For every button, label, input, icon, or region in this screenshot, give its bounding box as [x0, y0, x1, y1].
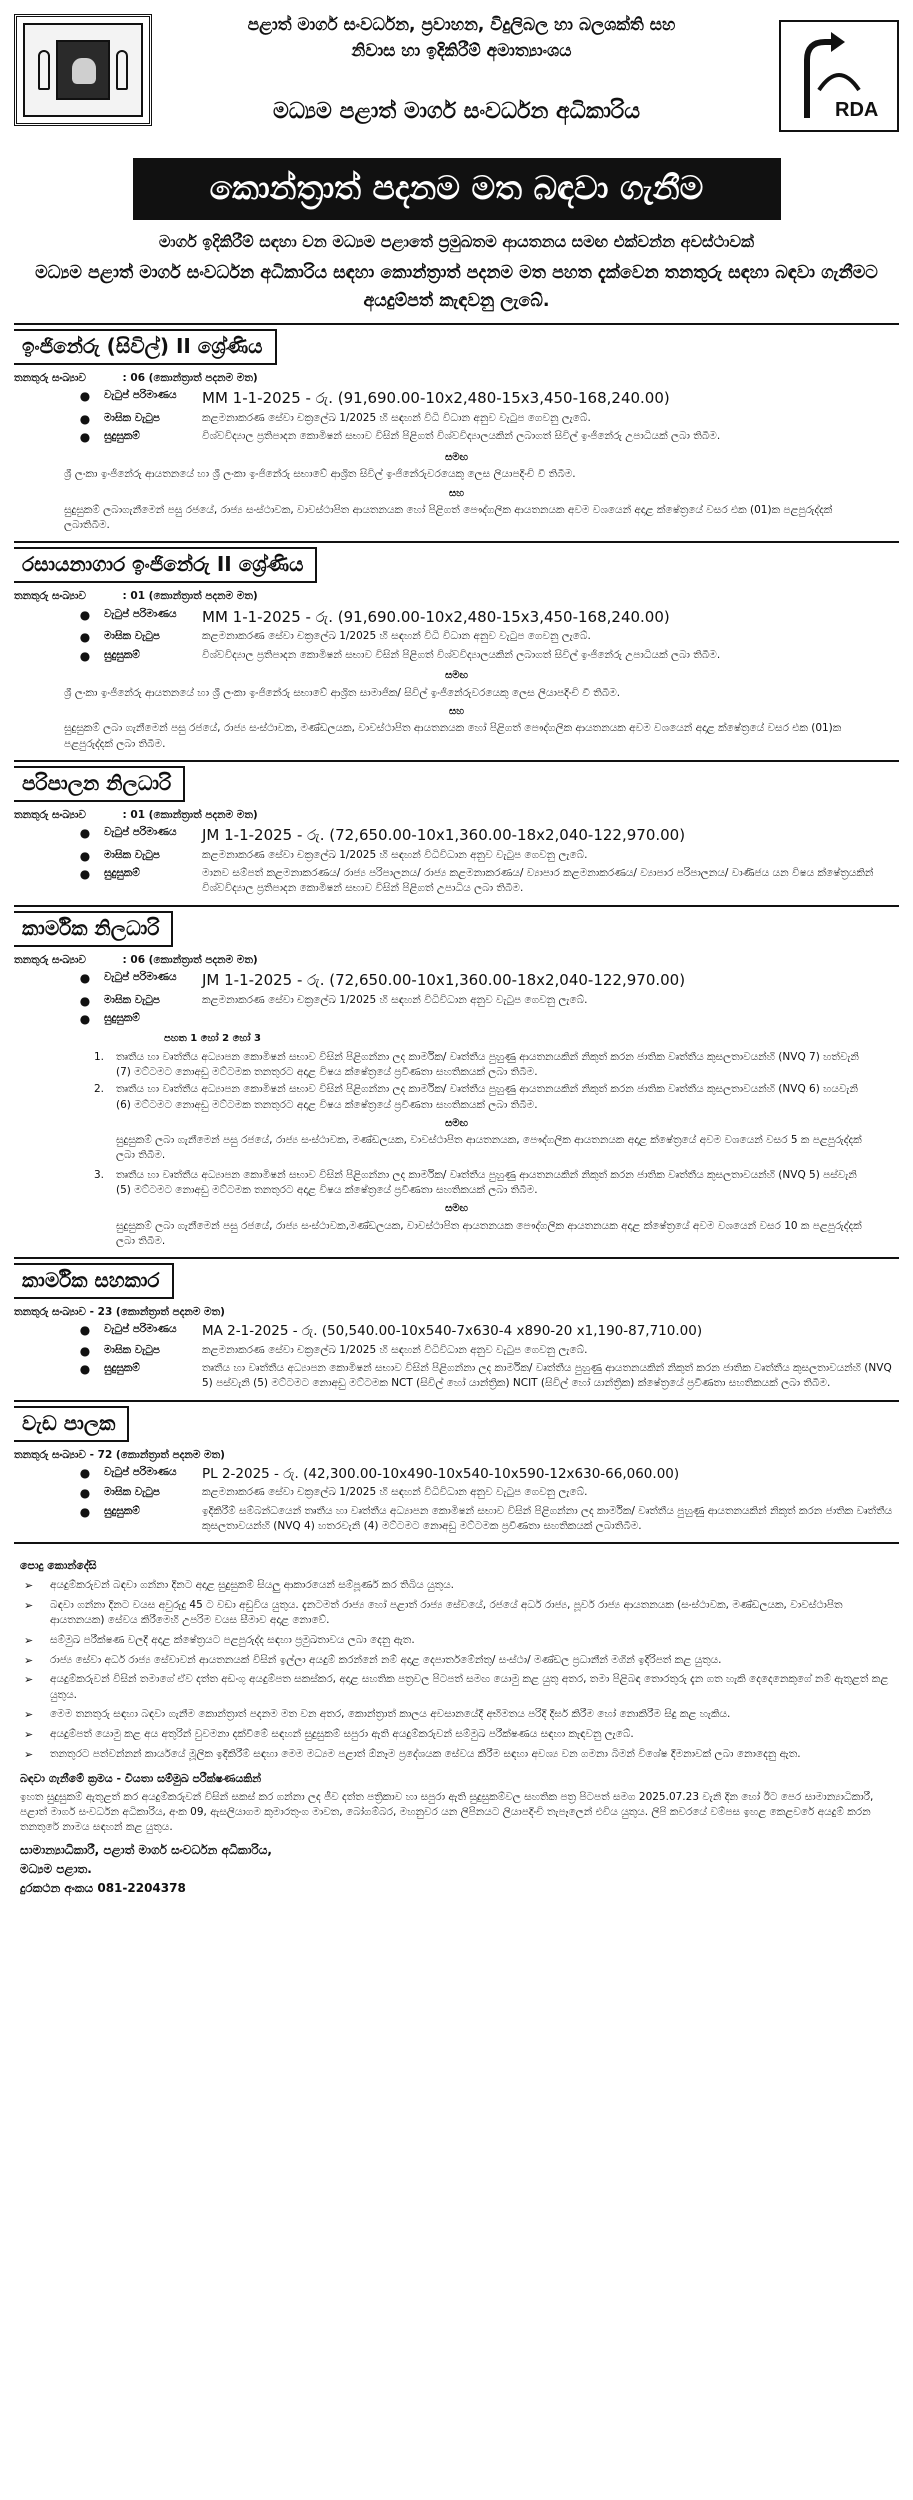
- authority-name: මධ්‍යම පළාත් මාර්ග සංවර්ධන අධිකාරිය: [272, 99, 641, 124]
- vacancies-line: තනතුරු සංඛ්‍යාව : 01 (කොන්ත්‍රාත් පදනම මත): [14, 590, 258, 603]
- section-laboratory-engineer: රසායනාගාර ඉංජිනේරු II ශ්‍රේණිය තනතුරු සංඛ්‍යාව : 01 (කොන්ත්‍රාත් පදනම මත) ● වැටුප් පරිමාණය MM 1-1-2025 - රු. (91,690.00-10x2,480-15x3,450-168,240.00) ● මාසික වැටුප කළමනාකරණ සේවා චක්‍රලේඛ 1/2025 හි සඳහන් විධි විධාන අනුව වැටුප ගෙවනු ලැබේ. ● සුදුසුකම් විශ්වවිද්‍යාල ප්‍රතිපාදන කොමිෂන් සභාව විසින් පිළිගත් විශ්වවිද්‍යාලයකින් ලබාගත් සිවිල් ඉංජිනේරු උපාධියක් ලබා තිබීම. සමඟ ශ්‍රී ලංකා ඉංජිනේරු ආයතනයේ හා ශ්‍රී ලංකා ඉංජිනේරු සභාවේ ආශ්‍රිත සාමාජික/ සිවිල් ඉංජිනේරුවරයෙකු ලෙස ලියාපදිංචි වී තිබීම. සහ සුදුසුකම් ලබා ගැනීමෙන් පසු රජයේ, රාජ්‍ය සංස්ථාවක, මණ්ඩලයක, වාවස්ථාපිත ආයතනයක හෝ පිළිගත් පෞද්ගලික ආයතනයක අවම වශයෙන් අදාළ ක්ෂේත්‍රයේ වසර එක (01)ක පළපුරුද්දක් ලබා තිබීම.: [14, 541, 899, 751]
- conditions-title: පොදු කොන්දේසි: [20, 1559, 97, 1573]
- bullet-icon: ●: [79, 1362, 91, 1377]
- section-title: වැඩ පාලක: [14, 1406, 129, 1442]
- allowance-row: ● මාසික වැටුප කළමනාකරණ සේවා චක්‍රලේඛ 1/2025 හි සඳහන් විධි විධාන අනුව වැටුප ගෙවනු ලැබේ.: [14, 411, 899, 428]
- qualification-row: ● සුදුසුකම් ඉදිකිරීම් සම්බන්ධයෙන් තෘතීය හා වෘත්තීය අධ්‍යාපන කොමිෂන් සභාව විසින් පිළිගන්නා ලද කාර්මික/ වෘත්තීය පුහුණු ආයතනයකින් නිකුත් කරන ජාතික වෘත්තීය කුසලතාවයන්හි (NVQ 4) හතරවැනි (4) මට්ටමට නොඅඩු මට්ටමක ප්‍රවීණතා සහතිකයක් ලබාතිබීම.: [14, 1504, 899, 1534]
- ministry-name: පළාත් මාර්ග සංවර්ධන, ප්‍රවාහන, විදුලිබල හා බලශක්ති සහ නිවාස හා ඉදිකිරීම් අමාත්‍යාංශය: [247, 15, 676, 62]
- qualification-item: 1. තෘතීය හා වෘත්තීය අධ්‍යාපන කොමිෂන් සභාව විසින් පිළිගන්නා ලද කාර්මික/ වෘත්තීය පුහුණු ආයතනයකින් නිකුත් කරන ජාතික වෘත්තීය කුසලතාවයන්හි (NVQ 7) හත්වැනි (7) මට්ටමට නොඅඩු මට්ටමක තනතුරට අදාළ විෂය ක්ෂේත්‍රයේ ප්‍රවීණතා සහතිකයක් ලබා තිබීම.: [94, 1050, 859, 1079]
- bullet-icon: ●: [79, 1012, 91, 1026]
- salary-row: ● වැටුප් පරිමාණය JM 1-1-2025 - රු. (72,650.00-10x1,360.00-18x2,040-122,970.00): [14, 825, 899, 847]
- section-title: රසායනාගාර ඉංජිනේරු II ශ්‍රේණිය: [14, 547, 317, 583]
- arrow-bullet-icon: ➢: [24, 1599, 34, 1613]
- section-title: කාර්මික සහකාර: [14, 1263, 174, 1299]
- arrow-bullet-icon: ➢: [24, 1673, 34, 1687]
- qualification-row: ● සුදුසුකම්: [14, 1011, 899, 1028]
- qualification-item: 3. තෘතීය හා වෘත්තීය අධ්‍යාපන කොමිෂන් සභාව විසින් පිළිගන්නා ලද කාර්මික/ වෘත්තීය පුහුණු ආයතනයකින් නිකුත් කරන ජාතික වෘත්තීය කුසලතාවයන්හි (NVQ 5) පස්වැනි (5) මට්ටමට නොඅඩු මට්ටමක තනතුරට අදාළ විෂය ක්ෂේත්‍රයේ ප්‍රවීණතා සහතිකයක් ලබා තිබීම.: [94, 1168, 857, 1196]
- allowance-row: ● මාසික වැටුප කළමනාකරණ සේවා චක්‍රලේඛ 1/2025 හි සඳහන් විධිවිධාන අනුව වැටුප ගෙවනු ලැබේ.: [14, 848, 899, 865]
- lion-flag-icon: [56, 40, 110, 100]
- bullet-icon: ●: [79, 1486, 91, 1501]
- bullet-icon: ●: [79, 1504, 91, 1519]
- rda-logo-text: RDA: [835, 99, 879, 121]
- vacancies-line: තනතුරු සංඛ්‍යාව - 23 (කොන්ත්‍රාත් පදනම මත): [14, 1306, 225, 1319]
- bullet-icon: ●: [79, 970, 91, 985]
- condition-item: ➢ බඳවා ගන්නා දිනට වයස අවුරුදු 45 ට වඩා අඩුවිය යුතුය. දැනටමත් රාජ්‍ය හෝ පළාත් රාජ්‍ය සේවයේ, රජයේ අර්ධ රාජ්‍ය, පූර්ව රාජ්‍ය ආයතනයක (සංස්ථාවක, මණ්ඩලයක, වාවස්ථාපිත ආයතනයක) සේවය කිරීමෙහි උපරිම වයස සීමාව අදාළ නොවේ.: [14, 1598, 899, 1628]
- section-civil-engineer: ඉංජිනේරු (සිවිල්) II ශ්‍රේණිය තනතුරු සංඛ්‍යාව : 06 (කොන්ත්‍රාත් පදනම මත) ● වැටුප් පරිමාණය MM 1-1-2025 - රු. (91,690.00-10x2,480-15x3,450-168,240.00) ● මාසික වැටුප කළමනාකරණ සේවා චක්‍රලේඛ 1/2025 හි සඳහන් විධි විධාන අනුව වැටුප ගෙවනු ලැබේ. ● සුදුසුකම් විශ්වවිද්‍යාල ප්‍රතිපාදන කොමිෂන් සභාව විසින් පිළිගත් විශ්වවිද්‍යාලයකින් ලබාගත් සිවිල් ඉංජිනේරු උපාධියක් ලබා තිබීම. සමඟ ශ්‍රී ලංකා ඉංජිනේරු ආයතනයේ හා ශ්‍රී ලංකා ඉංජිනේරු සභාවේ ආශ්‍රිත සිවිල් ඉංජිනේරුවරයෙකු ලෙස ලියාපදිංචි වී තිබීම. සහ සුදුසුකම් ලබාගැනීමෙන් පසු රජයේ, රාජ්‍ය සංස්ථාවක, වාවස්ථාපිත ආයතනයක හෝ පිළිගත් පෞද්ගලික ආයතනයක අවම වශයෙන් අදාළ ක්ෂේත්‍රයේ වසර එක (01)ක පළපුරුද්දක් ලබාතිබීම.: [14, 323, 899, 533]
- arrow-bullet-icon: ➢: [24, 1727, 34, 1741]
- condition-item: ➢ රාජ්‍ය සේවා අර්ධ රාජ්‍ය සේවාවන් ආයතනයක් විසින් ඉල්ලා අයදුම් කරන්නේ නම් අදාළ දෙපාර්තමේන්තු/ සංස්ථා/ මණ්ඩල ප්‍රධානීන් මගින් ඉදිරිපත් කළ යුතුය.: [14, 1653, 899, 1669]
- condition-item: ➢ සම්මුඛ පරීක්ෂණ වලදී අදාළ ක්ෂේත්‍රයට පළපුරුද්ද සඳහා ප්‍රමුඛතාවය ලබා දෙනු ඇත.: [14, 1633, 899, 1649]
- condition-item: ➢ අයදුම්පත් යොමු කළ අය අතුරින් වුවමනා දක්වීමේ සඳහන් සුදුසුකම් සපුරා ඇති අයදුම්කරුවන් සම්මුඛ පරීක්ෂණය සඳහා කැඳවනු ලැබේ.: [14, 1727, 899, 1743]
- section-technical-officer: කාර්මික නිලධාරි තනතුරු සංඛ්‍යාව : 06 (කොන්ත්‍රාත් පදනම මත) ● වැටුප් පරිමාණය JM 1-1-2025 - රු. (72,650.00-10x1,360.00-18x2,040-122,970.00) ● මාසික වැටුප කළමනාකරණ සේවා චක්‍රලේඛ 1/2025 හි සඳහන් විධිවිධාන අනුව වැටුප ගෙවනු ලැබේ. ● සුදුසුකම් පහත 1 හෝ 2 හෝ 3 1. තෘතීය හා වෘත්තීය අධ්‍යාපන කොමිෂන් සභාව විසින් පිළිගන්නා ලද කාර්මික/ වෘත්තීය පුහුණු ආයතනයකින් නිකුත් කරන ජාතික වෘත්තීය කුසලතාවයන්හි (NVQ 7) හත්වැනි (7) මට්ටමට නොඅඩු මට්ටමක තනතුරට අදාළ විෂය ක්ෂේත්‍රයේ ප්‍රවීණතා සහතිකයක් ලබා තිබීම. 2. තෘතීය හා වෘත්තීය අධ්‍යාපන කොමිෂන් සභාව විසින් පිළිගන්නා ලද කාර්මික/ වෘත්තීය පුහුණු ආයතනයකින් නිකුත් කරන ජාතික වෘත්තීය කුසලතාවයන්හි (NVQ 6) හයවැනි (6) මට්ටමට නොඅඩු මට්ටමක තනතුරට අදාළ විෂය ක්ෂේත්‍රයේ ප්‍රවීණතා සහතිකයක් ලබා තිබීම. සමඟ සුදුසුකම් ලබා ගැනීමෙන් පසු රජයේ, රාජ්‍ය සංස්ථාවක, මණ්ඩලයක, වාවස්ථාපිත ආයතනයක, පෞද්ගලික ආයතනයක අදාළ ක්ෂේත්‍රයේ අවම වශයෙන් වසර 5 ක පළපුරුද්දක් ලබා තිබීම. 3. තෘතීය හා වෘත්තීය අධ්‍යාපන කොමිෂන් සභාව විසින් පිළිගන්නා ලද කාර්මික/ වෘත්තීය පුහුණු ආයතනයකින් නිකුත් කරන ජාතික වෘත්තීය කුසලතාවයන්හි (NVQ 5) පස්වැනි (5) මට්ටමට නොඅඩු මට්ටමක තනතුරට අදාළ විෂය ක්ෂේත්‍රයේ ප්‍රවීණතා සහතිකයක් ලබා තිබීම. සමඟ සුදුසුකම් ලබා ගැනීමෙන් පසු රජයේ, රාජ්‍ය සංස්ථාවක,මණ්ඩලයක, වාවස්ථාපිත ආයතනයක පෞද්ගලික ආයතනයක අදාළ ක්ෂේත්‍රයේ අවම වශයෙන් වසර 10 ක පළපුරුද්දක් ලබා තිබීම.: [14, 905, 899, 1249]
- arrow-bullet-icon: ➢: [24, 1747, 34, 1761]
- application-method-title: බඳවා ගැනීමේ ක්‍රමය - වියතා සම්මුඛ පරීක්ෂණයකින්: [20, 1771, 262, 1785]
- salary-row: ● වැටුප් පරිමාණය MM 1-1-2025 - රු. (91,690.00-10x2,480-15x3,450-168,240.00): [14, 388, 899, 410]
- bullet-icon: ●: [79, 1343, 91, 1358]
- intro-tagline: මාර්ග ඉදිකිරීම් සඳහා වන මධ්‍යම පළාතේ ප්‍රමුඛතම ආයතනය සමඟ එක්වන්න අවස්ථාවක්: [158, 231, 755, 251]
- intro-statement: මධ්‍යම පළාත් මාර්ග සංවර්ධන අධිකාරිය සඳහා කොන්ත්‍රාත් පදනම මත පහත දැක්වෙන තනතුරු සඳහා බඳවා ගැනීමට අයදුම්පත් කැඳවනු ලැබේ.: [35, 263, 878, 312]
- bullet-icon: ●: [79, 648, 91, 663]
- allowance-row: ● මාසික වැටුප කළමනාකරණ සේවා චක්‍රලේඛ 1/2025 හි සඳහන් විධිවිධාන අනුව වැටුප ගෙවනු ලැබේ.: [14, 993, 899, 1010]
- option-label: පහත 1 හෝ 2 හෝ 3: [164, 1033, 261, 1045]
- vacancies-line: තනතුරු සංඛ්‍යාව - 72 (කොන්ත්‍රාත් පදනම මත): [14, 1448, 225, 1461]
- qualification-item: 2. තෘතීය හා වෘත්තීය අධ්‍යාපන කොමිෂන් සභාව විසින් පිළිගන්නා ලද කාර්මික/ වෘත්තීය පුහුණු ආයතනයකින් නිකුත් කරන ජාතික වෘත්තීය කුසලතාවයන්හි (NVQ 6) හයවැනි (6) මට්ටමට නොඅඩු මට්ටමක තනතුරට අදාළ විෂය ක්ෂේත්‍රයේ ප්‍රවීණතා සහතිකයක් ලබා තිබීම.: [94, 1083, 858, 1111]
- section-title: කාර්මික නිලධාරි: [14, 911, 173, 947]
- arrow-bullet-icon: ➢: [24, 1653, 34, 1667]
- salary-row: ● වැටුප් පරිමාණය PL 2-2025 - රු. (42,300.00-10x490-10x540-10x590-12x630-66,060.00): [14, 1465, 899, 1485]
- lamp-icon: [116, 50, 128, 90]
- allowance-row: ● මාසික වැටුප කළමනාකරණ සේවා චක්‍රලේඛ 1/2025 හි සඳහන් විධි විධාන අනුව වැටුප ගෙවනු ලැබේ.: [14, 629, 899, 646]
- application-instructions: ඉහත සුදුසුකම් ඇතුළත් කර අයදුම්කරුවන් විසින් සකස් කර ගන්නා ලද ජීව දත්ත පත්‍රිකාව හා සපුරා ඇති සුදුසුකම්වල සහතික පත්‍ර පිටපත් සමග 2025.07.23 වැනි දින හෝ ඊට පෙර සාමාන්‍යාධිකාරී, පළාත් මාර්ග සංවර්ධන අධිකාරිය, අංක 09, ඇසලියාගම කුමාරතුංග මාවත, බෝගම්බර, මහනුවර යන ලිපිනයට ලියාපදිංචි තැපෑලෙන් එවිය යුතුය. ලිපි කවරයේ වම්පස ඉහළ කෙළවරේ අයදුම් කරන තනතුරේ නාමය සඳහන් කළ යුතුය.: [20, 1790, 874, 1834]
- condition-item: ➢ තනතුරට පත්වන්නන් කාර්යයේ මූලික ඉදිකිරීම් සඳහා මෙම මධ්‍යම පළාත් ඕනෑම ප්‍රදේශයක සේවය කිරීම සඳහා අවශ්‍ය වන ගමනා බිමන් විශේෂ දීමනාවක් ලබා නොදෙනු ඇත.: [14, 1747, 899, 1763]
- bullet-icon: ●: [79, 993, 91, 1008]
- arrow-bullet-icon: ➢: [24, 1579, 34, 1593]
- qualification-row: ● සුදුසුකම් විශ්වවිද්‍යාල ප්‍රතිපාදන කොමිෂන් සභාව විසින් පිළිගත් විශ්වවිද්‍යාලයකින් ලබාගත් සිවිල් ඉංජිනේරු උපාධියක් ලබා තිබීම.: [14, 429, 899, 446]
- header: [14, 8, 899, 158]
- arrow-bullet-icon: ➢: [24, 1707, 34, 1721]
- section-administrative-officer: [14, 760, 899, 897]
- salary-row: ● වැටුප් පරිමාණය MA 2-1-2025 - රු. (50,540.00-10x540-7x630-4 x890-20 x1,190-87,710.00): [14, 1322, 899, 1342]
- section-title: පරිපාලන නිලධාරි: [14, 766, 185, 802]
- bullet-icon: ●: [79, 607, 91, 622]
- bullet-icon: ●: [79, 1323, 91, 1338]
- main-banner-title: කොන්ත්‍රාත් පදනම මත බඳවා ගැනීම: [133, 158, 781, 220]
- bullet-icon: ●: [79, 867, 91, 882]
- bullet-icon: ●: [79, 430, 91, 445]
- condition-item: ➢ අයදුම්කරුවන් විසින් තමාගේ ඒව දත්ත අඩංගු අයදුම්පත සකස්කර, අදාළ සහතික පත්‍රවල පිටපත් සමඟ යොමු කළ යුතු අතර, තමා පිළිබඳ තොරතුරු දැන ගත හැකි දෙදෙනෙකුගේ නම් ඇතුළත් කළ යුතුය.: [14, 1672, 899, 1702]
- bullet-icon: ●: [79, 1465, 91, 1480]
- bullet-icon: ●: [79, 412, 91, 426]
- signature-block: සාමාන්‍යාධිකාරී, පළාත් මාර්ග සංවර්ධන අධිකාරිය, මධ්‍යම පළාත. දුරකථන අංකය 081-2204378: [20, 1841, 899, 1897]
- salary-row: ● වැටුප් පරිමාණය JM 1-1-2025 - රු. (72,650.00-10x1,360.00-18x2,040-122,970.00): [14, 970, 899, 992]
- vacancies-line: තනතුරු සංඛ්‍යාව : 01 (කොන්ත්‍රාත් පදනම මත): [14, 808, 258, 821]
- vacancies-line: තනතුරු සංඛ්‍යාව : 06 (කොන්ත්‍රාත් පදනම මත): [14, 953, 258, 966]
- bullet-icon: ●: [79, 630, 91, 645]
- section-work-supervisor: [14, 1400, 899, 1535]
- bullet-icon: ●: [79, 826, 91, 841]
- allowance-row: ● මාසික වැටුප කළමනාකරණ සේවා චක්‍රලේඛ 1/2025 හි සඳහන් විධිවිධාන අනුව වැටුප ගෙවනු ලැබේ.: [14, 1343, 899, 1360]
- section-title: ඉංජිනේරු (සිවිල්) II ශ්‍රේණිය: [14, 329, 277, 365]
- condition-item: ➢ මෙම තනතුරු සඳහා බඳවා ගැනීම කොන්ත්‍රාත් පදනම මත වන අතර, කොන්ත්‍රාත් කාලය අවසානයේදී අභිමතය පරිදි දීර්ඝ කිරීම හෝ නොකිරීම සිදු කළ හැකිය.: [14, 1707, 899, 1723]
- lamp-icon: [38, 50, 50, 90]
- salary-row: ● වැටුප් පරිමාණය MM 1-1-2025 - රු. (91,690.00-10x2,480-15x3,450-168,240.00): [14, 607, 899, 629]
- condition-item: ➢ අයදුම්කරුවන් බඳවා ගන්නා දිනට අදාළ සුදුසුකම් සියලු ආකාරයෙන් සම්පූර්ණ කර තිබිය යුතුය.: [14, 1578, 899, 1594]
- qualification-row: ● සුදුසුකම් මානව සම්පත් කළමනාකරණය/ රාජ්‍ය පරිපාලනය/ රාජ්‍ය කළමනාකරණය/ ව්‍යාපාර කළමනාකරණය/ ව්‍යාපාර පරිපාලනය/ වාණිජය යන විෂය ක්ෂේත්‍රයකින් විශ්වවිද්‍යාල ප්‍රතිපාදන කොමිෂන් සභාව විසින් පිළිගත් උපාධිය ලබා තිබීම.: [14, 866, 899, 896]
- general-conditions: [14, 1542, 899, 1897]
- bullet-icon: ●: [79, 389, 91, 404]
- telephone-number: දුරකථන අංකය 081-2204378: [20, 1880, 186, 1895]
- allowance-row: ● මාසික වැටුප කළමනාකරණ සේවා චක්‍රලේඛ 1/2025 හි සඳහන් විධිවිධාන අනුව වැටුප ගෙවනු ලැබේ.: [14, 1485, 899, 1502]
- bullet-icon: ●: [79, 848, 91, 863]
- section-technical-assistant: [14, 1257, 899, 1392]
- qualification-row: ● සුදුසුකම් විශ්වවිද්‍යාල ප්‍රතිපාදන කොමිෂන් සභාව විසින් පිළිගත් විශ්වවිද්‍යාලයකින් ලබාගත් සිවිල් ඉංජිනේරු උපාධියක් ලබා තිබීම.: [14, 648, 899, 665]
- qualification-row: ● සුදුසුකම් තෘතීය හා වෘත්තීය අධ්‍යාපන කොමිෂන් සභාව විසින් පිළිගන්නා ලද කාර්මික/ වෘත්තීය පුහුණු ආයතනයකින් නිකුත් කරන ජාතික වෘත්තීය කුසලතාවයන්හි (NVQ 5) පස්වැනි (5) මට්ටමට නොඅඩු මට්ටමක NCT (සිවිල් හෝ යාන්ත්‍රික) NCIT (සිවිල් හෝ යාන්ත්‍රික) ක්ෂේත්‍රයේ ප්‍රවීණතා සහතිකයක් ලබා තිබීම.: [14, 1361, 899, 1391]
- arrow-bullet-icon: ➢: [24, 1633, 34, 1647]
- vacancies-line: තනතුරු සංඛ්‍යාව : 06 (කොන්ත්‍රාත් පදනම මත): [14, 372, 258, 385]
